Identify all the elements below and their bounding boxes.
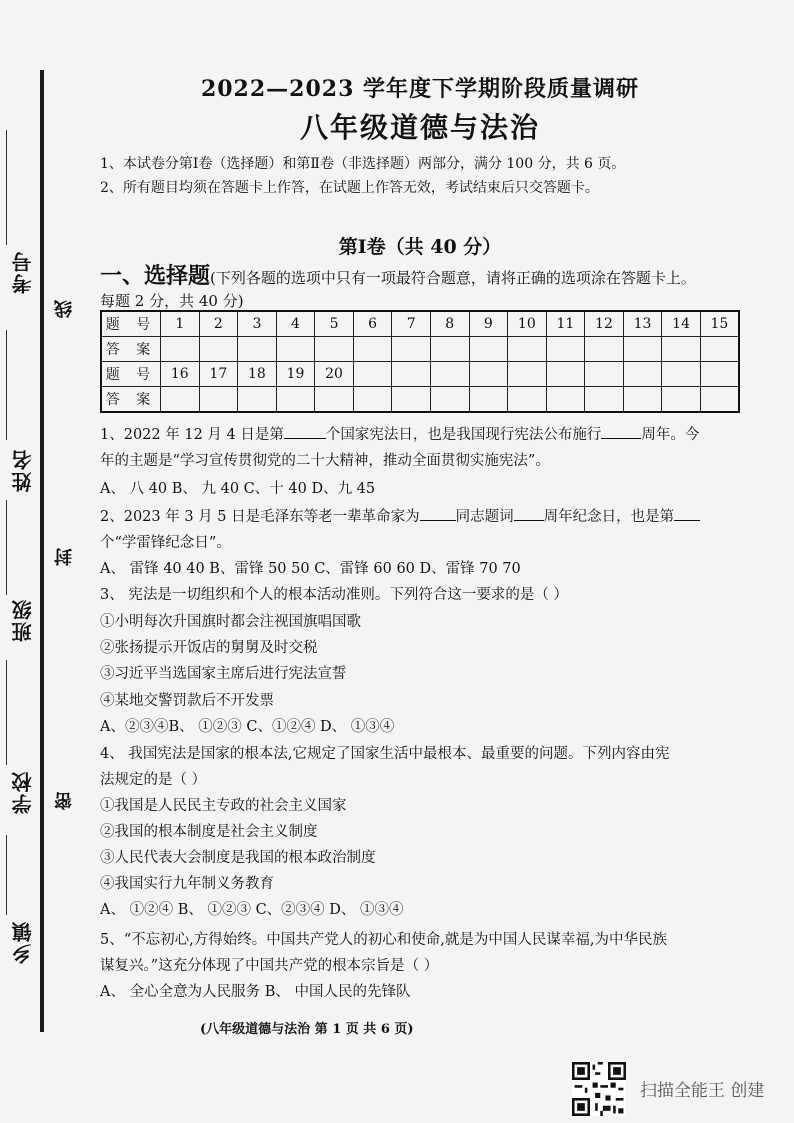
answer-grid-answer-row-2 — [101, 387, 739, 413]
grid-number: 8 — [430, 311, 469, 337]
grid-number: 5 — [315, 311, 354, 337]
question-3-item: ②张扬提示开饭店的舅舅及时交税 — [100, 640, 318, 656]
instruction-note-1: 1、本试卷分第Ⅰ卷（选择题）和第Ⅱ卷（非选择题）两部分，满分 100 分，共 6 页。 — [100, 156, 626, 172]
answer-cell[interactable] — [469, 337, 508, 362]
answer-cell[interactable] — [546, 387, 585, 413]
question-3-item: ④某地交警罚款后不开发票 — [100, 693, 274, 709]
seal-seal-char: 封 — [54, 548, 75, 566]
answer-grid-answer-row — [101, 337, 739, 362]
grid-number: 4 — [276, 311, 315, 337]
answer-cell[interactable] — [508, 337, 547, 362]
answer-cell[interactable] — [199, 337, 238, 362]
grid-number: 9 — [469, 311, 508, 337]
grid-number — [508, 362, 547, 387]
answer-cell[interactable] — [238, 387, 277, 413]
question-4-stem: 4、 我国宪法是国家的根本法,它规定了国家生活中最根本、最重要的问题。下列内容由宪 — [100, 746, 670, 762]
grid-number: 19 — [276, 362, 315, 387]
grid-number: 11 — [546, 311, 585, 337]
question-1-text-c: 周年。今 — [641, 427, 700, 443]
grid-number: 16 — [161, 362, 200, 387]
question-3-item: ①小明每次升国旗时都会注视国旗唱国歌 — [100, 614, 361, 630]
question-2-text-b: 同志题词 — [455, 509, 514, 525]
answer-cell[interactable] — [315, 387, 354, 413]
grid-number: 10 — [508, 311, 547, 337]
answer-cell[interactable] — [700, 337, 739, 362]
answer-cell[interactable] — [161, 387, 200, 413]
grid-number — [392, 362, 431, 387]
question-4-item: ②我国的根本制度是社会主义制度 — [100, 824, 318, 840]
class-blank — [6, 500, 7, 595]
grid-number — [546, 362, 585, 387]
grid-number: 7 — [392, 311, 431, 337]
answer-cell[interactable] — [315, 337, 354, 362]
question-1-options: A、 八 40 B、 九 40 C、十 40 D、九 45 — [100, 481, 376, 497]
answer-cell[interactable] — [546, 337, 585, 362]
question-2-stem — [100, 506, 700, 528]
answer-grid-number-row-2 — [101, 362, 739, 387]
question-1-stem-line2: 年的主题是“学习宣传贯彻党的二十大精神，推动全面贯彻实施宪法”。 — [100, 453, 550, 469]
answer-cell[interactable] — [238, 337, 277, 362]
seal-secret-char: 密 — [54, 792, 75, 810]
question-2-text-c: 周年纪念日，也是第 — [543, 509, 675, 525]
grid-number — [430, 362, 469, 387]
grid-number: 18 — [238, 362, 277, 387]
question-1-text-b: 个国家宪法日，也是我国现行宪法公布施行 — [325, 427, 602, 443]
question-4-item: ④我国实行九年制义务教育 — [100, 876, 274, 892]
answer-cell[interactable] — [623, 387, 662, 413]
grid-number: 17 — [199, 362, 238, 387]
grid-number — [353, 362, 392, 387]
grid-number: 6 — [353, 311, 392, 337]
grid-number: 1 — [161, 311, 200, 337]
answer-cell[interactable] — [623, 337, 662, 362]
exam-title-term: 2022—2023 学年度下学期阶段质量调研 — [200, 76, 640, 102]
seal-line-char: 线 — [54, 300, 75, 318]
school-label: 学校 — [11, 770, 35, 814]
answer-cell[interactable] — [392, 387, 431, 413]
answer-cell[interactable] — [353, 387, 392, 413]
class-label: 班级 — [11, 598, 35, 642]
part-one-title: 第Ⅰ卷（共 40 分） — [338, 236, 502, 258]
question-2-text-a: 2、2023 年 3 月 5 日是毛泽东等老一辈革命家为 — [100, 509, 420, 525]
question-5-stem: 5、“不忘初心,方得始终。中国共产党人的初心和使命,就是为中国人民谋幸福,为中华民族 — [100, 932, 667, 948]
question-4-options: A、 ①②④ B、 ①②③ C、②③④ D、 ①③④ — [100, 902, 404, 918]
town-blank — [6, 835, 7, 915]
answer-cell[interactable] — [662, 387, 701, 413]
section-score: 每题 2 分，共 40 分) — [100, 292, 244, 310]
grid-number — [700, 362, 739, 387]
answer-cell[interactable] — [353, 337, 392, 362]
grid-number: 15 — [700, 311, 739, 337]
grid-number: 3 — [238, 311, 277, 337]
row-label-number: 题 号 — [101, 311, 161, 337]
row-label-number: 题 号 — [101, 362, 161, 387]
answer-cell[interactable] — [430, 387, 469, 413]
grid-number: 20 — [315, 362, 354, 387]
school-blank — [6, 660, 7, 765]
answer-cell[interactable] — [585, 337, 624, 362]
question-4-item: ①我国是人民民主专政的社会主义国家 — [100, 798, 347, 814]
grid-number — [662, 362, 701, 387]
answer-cell[interactable] — [585, 387, 624, 413]
answer-blank — [514, 506, 544, 521]
grid-number — [585, 362, 624, 387]
question-5-stem-line2: 谋复兴。”这充分体现了中国共产党的根本宗旨是（ ） — [100, 958, 439, 974]
grid-number — [469, 362, 508, 387]
page-footer: (八年级道德与法治 第 1 页 共 6 页) — [200, 1022, 414, 1037]
answer-grid-number-row — [101, 311, 739, 337]
town-label: 乡镇 — [11, 920, 35, 964]
row-label-answer: 答 案 — [101, 337, 161, 362]
answer-cell[interactable] — [276, 387, 315, 413]
exam-number-blank — [6, 130, 7, 245]
question-5-options: A、 全心全意为人民服务 B、 中国人民的先锋队 — [100, 984, 411, 1000]
question-1-stem — [100, 424, 699, 446]
question-3-item: ③习近平当选国家主席后进行宪法宣誓 — [100, 666, 347, 682]
answer-cell[interactable] — [430, 337, 469, 362]
answer-grid — [100, 310, 740, 413]
answer-blank — [420, 506, 456, 521]
answer-cell[interactable] — [662, 337, 701, 362]
grid-number: 14 — [662, 311, 701, 337]
question-3-options: A、②③④B、 ①②③ C、①②④ D、 ①③④ — [100, 719, 395, 735]
qr-code-icon — [572, 1062, 626, 1116]
answer-blank — [601, 424, 641, 439]
question-1-text-a: 1、2022 年 12 月 4 日是第 — [100, 427, 284, 443]
exam-title-subject: 八年级道德与法治 — [299, 111, 540, 144]
binding-line — [40, 70, 44, 1032]
name-blank — [6, 330, 7, 440]
section-heading — [100, 262, 750, 293]
question-3-stem: 3、 宪法是一切组织和个人的根本活动准则。下列符合这一要求的是（ ） — [100, 587, 568, 603]
answer-cell[interactable] — [276, 337, 315, 362]
question-2-options: A、 雷锋 40 40 B、雷锋 50 50 C、雷锋 60 60 D、雷锋 70 70 — [100, 561, 521, 577]
name-label: 姓名 — [11, 448, 35, 492]
answer-cell[interactable] — [508, 387, 547, 413]
section-instruction: (下列各题的选项中只有一项最符合题意，请将正确的选项涂在答题卡上。 — [210, 269, 696, 287]
instruction-note-2: 2、所有题目均须在答题卡上作答，在试题上作答无效，考试结束后只交答题卡。 — [100, 180, 599, 196]
grid-number: 2 — [199, 311, 238, 337]
answer-blank — [674, 506, 700, 521]
answer-cell[interactable] — [469, 387, 508, 413]
question-4-stem-line2: 法规定的是（ ） — [100, 772, 207, 788]
row-label-answer: 答 案 — [101, 387, 161, 413]
grid-number: 13 — [623, 311, 662, 337]
question-4-item: ③人民代表大会制度是我国的根本政治制度 — [100, 850, 376, 866]
answer-cell[interactable] — [392, 337, 431, 362]
grid-number — [623, 362, 662, 387]
scanner-watermark: 扫描全能王 创建 — [640, 1081, 765, 1101]
question-2-stem-line2: 个“学雷锋纪念日”。 — [100, 535, 231, 551]
answer-blank — [284, 424, 326, 439]
exam-number-label: 考号 — [11, 250, 35, 294]
section-heading-title: 一、选择题 — [100, 264, 211, 289]
answer-cell[interactable] — [161, 337, 200, 362]
grid-number: 12 — [585, 311, 624, 337]
answer-cell[interactable] — [199, 387, 238, 413]
answer-cell[interactable] — [700, 387, 739, 413]
